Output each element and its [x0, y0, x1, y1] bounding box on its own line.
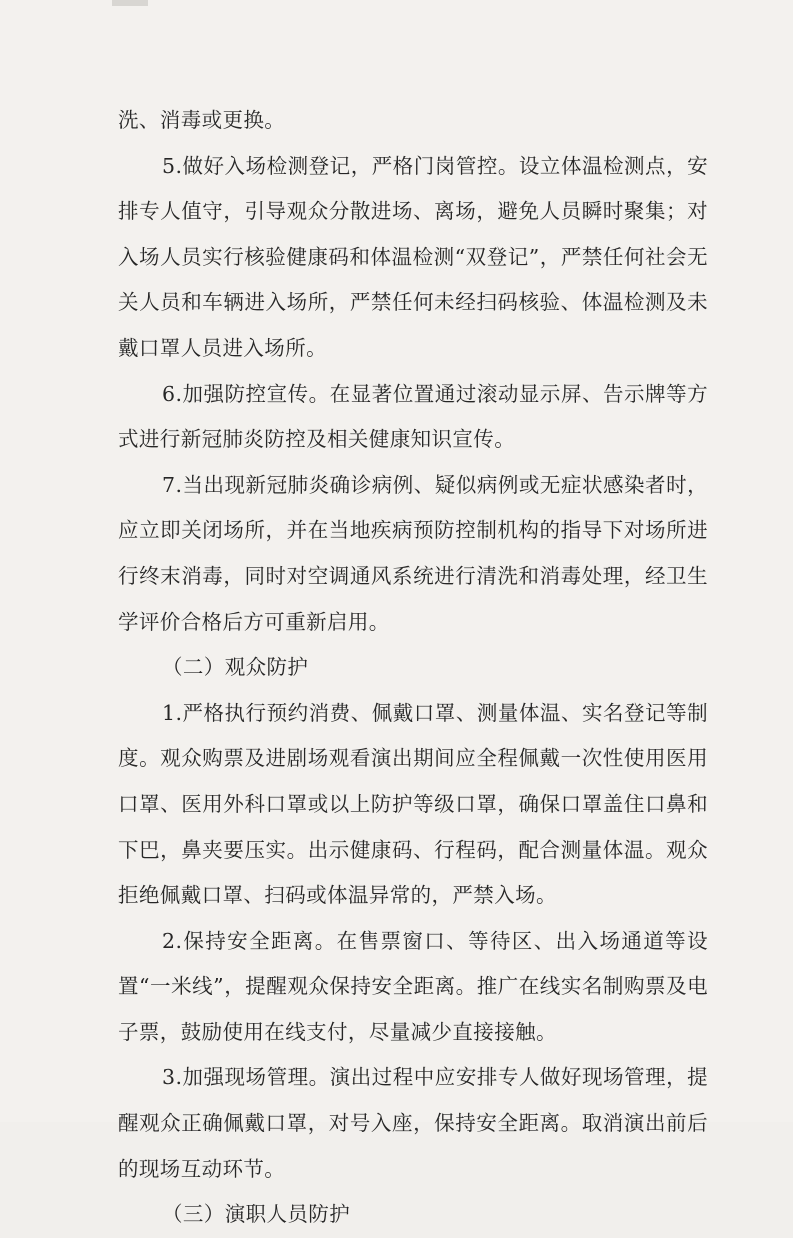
paragraph-continuation: 洗、消毒或更换。: [118, 108, 286, 132]
paragraph-item-5: 5.做好入场检测登记，严格门岗管控。设立体温检测点，安排专人值守，引导观众分散进场、离场，避免人员瞬时聚集；对入场人员实行核验健康码和体温检测“双登记”，严禁任何社会无关人员和车辆进入场所，严禁任何未经扫码核验、体温检测及未戴口罩人员进入场所。: [118, 153, 708, 360]
section-heading-performers: （三）演职人员防护: [162, 1202, 351, 1227]
paragraph-item-6: 6.加强防控宣传。在显著位置通过滚动显示屏、告示牌等方式进行新冠肺炎防控及相关健康知识宣传。: [118, 381, 708, 452]
section-heading-audience: （二）观众防护: [162, 655, 309, 680]
document-body: [118, 98, 708, 1238]
paragraph-audience-3: 3.加强现场管理。演出过程中应安排专人做好现场管理，提醒观众正确佩戴口罩，对号入座，保持安全距离。取消演出前后的现场互动环节。: [118, 1065, 708, 1181]
scan-edge-mark: [112, 0, 148, 6]
paragraph-item-7: 7.当出现新冠肺炎确诊病例、疑似病例或无症状感染者时，应立即关闭场所，并在当地疾病预防控制机构的指导下对场所进行终末消毒，同时对空调通风系统进行清洗和消毒处理，经卫生学评价合格后方可重新启用。: [118, 472, 708, 634]
paragraph-audience-2: 2.保持安全距离。在售票窗口、等待区、出入场通道等设置“一米线”，提醒观众保持安全距离。推广在线实名制购票及电子票，鼓励使用在线支付，尽量减少直接接触。: [118, 928, 708, 1044]
paragraph-audience-1: 1.严格执行预约消费、佩戴口罩、测量体温、实名登记等制度。观众购票及进剧场观看演出期间应全程佩戴一次性使用医用口罩、医用外科口罩或以上防护等级口罩，确保口罩盖住口鼻和下巴，鼻夹要压实。出示健康码、行程码，配合测量体温。观众拒绝佩戴口罩、扫码或体温异常的，严禁入场。: [118, 700, 708, 908]
